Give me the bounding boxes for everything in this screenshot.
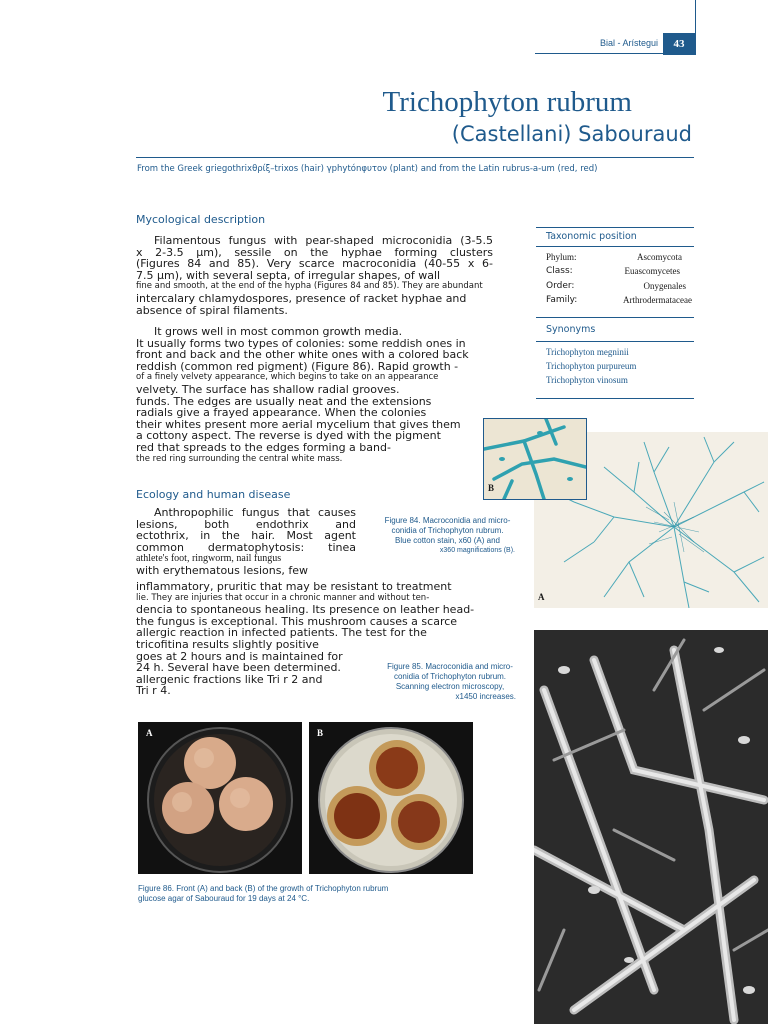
text-line: front and back and the other white ones with a colored back: [136, 348, 469, 362]
synonym: Trichophyton purpureum: [546, 361, 637, 371]
sem-hyphae-image: [534, 630, 768, 1024]
taxonomy-value: Onygenales: [643, 281, 686, 291]
caption-line: x360 magnifications (B).: [439, 547, 515, 554]
synonyms-bottom-rule: [536, 398, 694, 399]
text-line: of a finely velvety appearance, which begins to take on an appearance: [136, 372, 439, 383]
etymology: From the Greek griegothrixθρίξ–trixos (hair) γphytónφυτον (plant) and from the Latin rubrus-a-um (red, red): [137, 164, 598, 174]
caption-line: Scanning electron microscopy,: [395, 682, 505, 691]
text-line: allergenic fractions like Tri r 2 and: [136, 672, 323, 686]
text-line: Tri r 4.: [136, 684, 171, 698]
text-line: Anthropophilic fungus that causes: [154, 506, 356, 519]
text-line: lesions, both endothrix and: [136, 517, 356, 531]
petri-dish-front-image: [138, 722, 302, 874]
figure-86a-label: A: [146, 728, 153, 738]
text-line: (Figures 84 and 85). Very scarce macroconidia (40-55 x 6-: [136, 257, 493, 271]
text-line: lie. They are injuries that occur in a chronic manner and without ten-: [136, 592, 430, 603]
text-line: radials give a frayed appearance. When the colonies: [136, 406, 427, 420]
caption-line: x1450 increases.: [455, 692, 516, 701]
synonyms-top-rule: [536, 317, 694, 318]
ecology-heading: Ecology and human disease: [136, 488, 291, 501]
taxonomy-heading-rule: [536, 246, 694, 247]
taxonomy-key: Order:: [546, 281, 575, 291]
taxonomy-heading: Taxonomic position: [546, 231, 637, 242]
text-line: fine and smooth, at the end of the hypha (Figures 84 and 85). They are abundant: [136, 281, 483, 292]
caption-line: glucose agar of Sabouraud for 19 days at 24 °C.: [138, 894, 310, 903]
mycological-paragraph-2: [136, 326, 506, 465]
text-line: red that spreads to the edges forming a band-: [136, 440, 391, 454]
taxonomy-value: Arthrodermataceae: [623, 295, 692, 305]
text-line: funds. The edges are usually neat and the extensions: [136, 394, 432, 408]
figure-84a-label: A: [538, 592, 545, 602]
text-line: It grows well in most common growth media.: [154, 325, 403, 338]
text-line: inflammatory, pruritic that may be resistant to treatment: [136, 580, 452, 593]
page-number: 43: [663, 33, 695, 55]
mycological-paragraph-1: [136, 235, 493, 316]
text-line: the fungus is exceptional. This mushroom causes a scarce: [136, 614, 458, 628]
taxonomy-key: Class:: [546, 266, 573, 276]
text-line: a cottony aspect. The reverse is dyed with the pigment: [136, 429, 441, 443]
figure-86b-label: B: [317, 728, 324, 738]
taxonomy-key: Phylum:: [546, 252, 577, 262]
text-line: dencia to spontaneous healing. Its presence on leather head-: [136, 603, 475, 617]
taxonomy-key: Family:: [546, 295, 578, 305]
text-line: their whites present more aerial mycelium that gives them: [136, 417, 461, 431]
text-line: Filamentous fungus with pear-shaped microconidia (3-5.5: [154, 234, 493, 247]
taxonomy-row-phylum: [546, 252, 692, 265]
figure-86-caption: [138, 884, 468, 904]
species-authors: (Castellani) Sabouraud: [451, 122, 692, 146]
text-line: x 2-3.5 μm), sessile on the hyphae forming clusters: [136, 245, 493, 259]
ecology-paragraph-narrow: [136, 507, 356, 577]
text-line: tricofitina results slightly positive: [136, 637, 319, 651]
caption-line: Figure 86. Front (A) and back (B) of the growth of Trichophyton rubrum: [138, 884, 389, 893]
figure-84b-micrograph: [483, 418, 587, 500]
taxonomy-row-family: [546, 295, 692, 308]
species-title: Trichophyton rubrum: [382, 86, 632, 118]
taxonomy-value: Ascomycota: [637, 252, 682, 262]
synonyms-heading: Synonyms: [546, 324, 596, 335]
figure-86a-photo: [138, 722, 302, 874]
text-line: It usually forms two types of colonies: some reddish ones in: [136, 336, 466, 350]
text-line: allergic reaction in infected patients. The test for the: [136, 626, 427, 640]
figure-85-sem-image: [534, 630, 768, 1024]
taxonomy-value: Euascomycetes: [624, 266, 680, 276]
caption-line: Figure 84. Macroconidia and micro-: [384, 516, 511, 525]
figure-86b-photo: [309, 722, 473, 874]
figure-84b-label: B: [488, 483, 495, 493]
text-line: 7.5 μm), with several septa, of irregular shapes, of wall: [136, 268, 441, 282]
caption-line: conidia of Trichophyton rubrum.: [393, 672, 507, 681]
text-line: reddish (common red pigment) (Figure 86). Rapid growth -: [136, 359, 459, 373]
running-head: Bial - Arístegui: [599, 38, 658, 48]
taxonomy-row-class: [546, 266, 692, 279]
text-line: 24 h. Several have been determined.: [136, 661, 341, 675]
taxonomy-top-rule: [536, 227, 694, 228]
text-line: intercalary chlamydospores, presence of racket hyphae and: [136, 291, 467, 305]
caption-line: Figure 85. Macroconidia and micro-: [387, 662, 513, 671]
petri-dish-back-image: [309, 722, 473, 874]
text-line: absence of spiral filaments.: [136, 303, 288, 317]
mycological-heading: Mycological description: [136, 213, 266, 226]
figure-84-caption: [370, 516, 525, 556]
text-line: athlete's foot, ringworm, nail fungus: [136, 553, 282, 565]
taxonomy-row-order: [546, 281, 692, 294]
title-rule: [136, 157, 694, 158]
text-line: the red ring surrounding the central white mass.: [136, 453, 343, 464]
caption-line: Blue cotton stain, x60 (A) and: [395, 536, 500, 545]
synonym: Trichophyton vinosum: [546, 375, 628, 385]
macroconidia-image: [484, 419, 586, 499]
text-line: goes at 2 hours and is maintained for: [136, 649, 343, 663]
synonyms-heading-rule: [536, 341, 694, 342]
text-line: common dermatophytosis: tinea: [136, 540, 356, 554]
figure-85-caption: [370, 662, 530, 702]
caption-line: conidia of Trichophyton rubrum.: [391, 526, 504, 535]
text-line: with erythematous lesions, few: [136, 563, 309, 577]
text-line: velvety. The surface has shallow radial grooves.: [136, 382, 400, 396]
synonym: Trichophyton megninii: [546, 347, 629, 357]
text-line: ectothrix, in the hair. Most agent: [136, 529, 356, 543]
header-vertical-rule: [695, 0, 696, 55]
